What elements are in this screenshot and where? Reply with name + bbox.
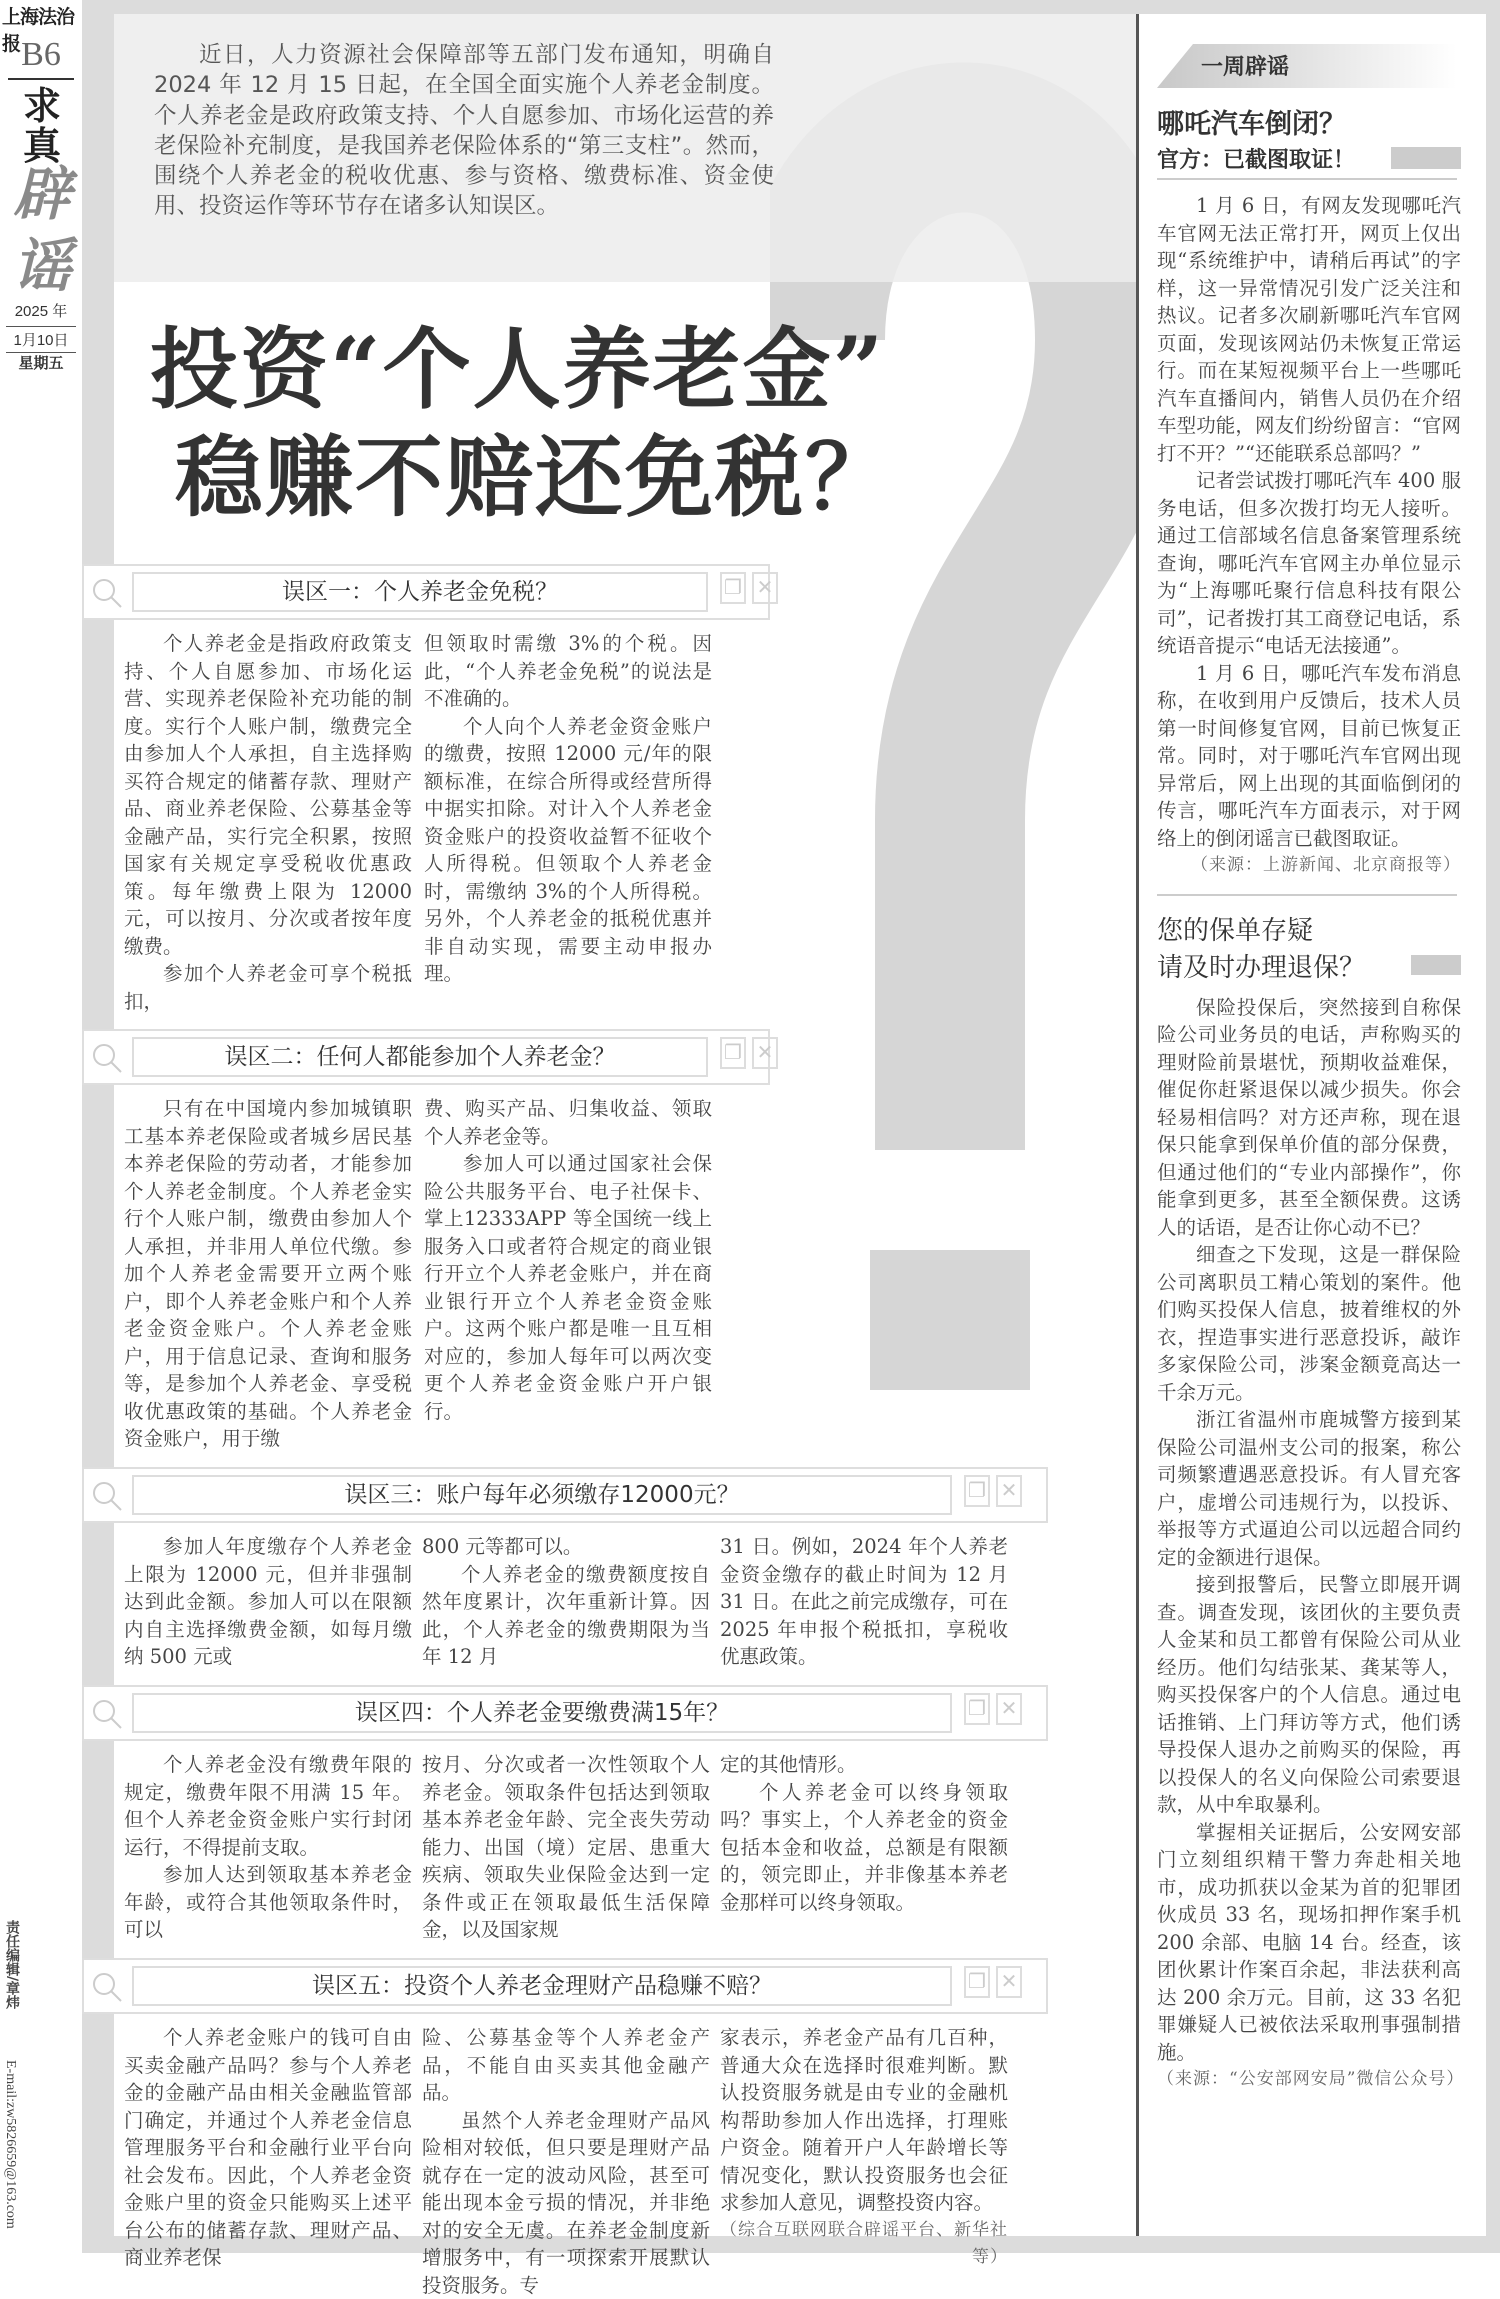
close-icon: ✕ xyxy=(996,1475,1022,1507)
divider xyxy=(1157,894,1457,896)
intro-text: 近日，人力资源社会保障部等五部门发布通知，明确自 2024 年 12 月 15 日起，在全国全面实施个人养老金制度。个人养老金是政府政策支持、个人自愿参加、市场化运营的养老保险补充制度，是我国养老保险体系的“第三支柱”。然而，围绕个人养老金的税收优惠、参与资格、缴费标准、资金使用、投资运作等环节存在诸多认知误区。 xyxy=(154,40,774,222)
paragraph: 接到报警后，民警立即展开调查。调查发现，该团伙的主要负责人金某和员工都曾有保险公司从业经历。他们勾结张某、龚某等人，购买投保客户的个人信息。通过电话推销、上门拜访等方式，他们诱导投保人退办之前购买的保险，再以投保人的名义向保险公司索要退款，从中牟取暴利。 xyxy=(1157,1571,1461,1819)
paragraph: 费、购买产品、归集收益、领取个人养老金等。 xyxy=(424,1095,712,1150)
search-icon xyxy=(90,1479,124,1513)
section-column xyxy=(424,630,712,988)
section-column xyxy=(422,1751,710,1944)
sidebar-header-label: 一周辟谣 xyxy=(1201,50,1289,81)
article1-subtitle: 官方：已截图取证！ xyxy=(1157,143,1461,174)
restore-icon: ❐ xyxy=(720,1037,746,1069)
section-column xyxy=(124,2024,412,2272)
restore-icon: ❐ xyxy=(964,1475,990,1507)
section-header xyxy=(82,1467,1048,1523)
issue-weekday: 星期五 xyxy=(6,352,76,373)
section-column xyxy=(124,1533,412,1671)
close-icon: ✕ xyxy=(996,1693,1022,1725)
restore-icon: ❐ xyxy=(964,1966,990,1998)
section-column xyxy=(720,1533,1008,1671)
paragraph: 按月、分次或者一次性领取个人养老金。领取条件包括达到领取基本养老金年龄、完全丧失劳动能力、出国（境）定居、患重大疾病、领取失业保险金达到一定条件或正在领取最低生活保障金，以及国家规 xyxy=(422,1751,710,1944)
divider xyxy=(1157,178,1457,180)
section-column xyxy=(720,1751,1008,1916)
paragraph: 800 元等都可以。 xyxy=(422,1533,710,1561)
headline-line2: 稳赚不赔还免税？ xyxy=(175,408,895,534)
paragraph: 保险投保后，突然接到自称保险公司业务员的电话，声称购买的理财险前景堪忧，预期收益难保，催促你赶紧退保以减少损失。你会轻易相信吗？对方还声称，现在退保只能拿到保单价值的部分保费，但通过他们的“专业内部操作”，你能拿到更多，甚至全额保费。这诱人的话语，是否让你心动不已？ xyxy=(1157,994,1461,1242)
paragraph: 个人养老金账户的钱可自由买卖金融产品吗？参与个人养老金的金融产品由相关金融监管部门确定，并通过个人养老金信息管理服务平台和金融行业平台向社会发布。因此，个人养老金资金账户里的资金只能购买上述平台公布的储蓄存款、理财产品、商业养老保 xyxy=(124,2024,412,2272)
paragraph: 参加人可以通过国家社会保险公共服务平台、电子社保卡、掌上12333APP 等全国统一线上服务入口或者符合规定的商业银行开立个人养老金账户，并在商业银行开立个人养老金资金账户。这两个账户都是唯一且互相对应的，参加人每年可以两次变更个人养老金资金账户开户银行。 xyxy=(424,1150,712,1425)
section-title: 误区四：个人养老金要缴费满15年？ xyxy=(132,1693,952,1733)
issue-year: 2025 年 xyxy=(6,300,76,321)
section-header xyxy=(82,564,770,620)
article1-title: 哪吒汽车倒闭？ xyxy=(1157,102,1486,141)
section-column xyxy=(424,1095,712,1425)
paragraph: 个人养老金是指政府政策支持、个人自愿参加、市场化运营、实现养老保险补充功能的制度。实行个人账户制，缴费完全由参加人个人承担，自主选择购买符合规定的储蓄存款、理财产品、商业养老保险、公募基金等金融产品，实行完全积累，按照国家有关规定享受税收优惠政策。每年缴费上限为 12000 元，可以按月、分次或者按年度缴费。 xyxy=(124,630,412,960)
frame-band-top xyxy=(82,0,1500,14)
article2-title-line2: 请及时办理退保？ xyxy=(1157,947,1461,984)
paragraph: 虽然个人养老金理财产品风险相对较低，但只要是理财产品就存在一定的波动风险，甚至可能出现本金亏损的情况，并非绝对的安全无虞。在养老金制度新增服务中，有一项探索开展默认投资服务。专 xyxy=(422,2107,710,2299)
sidebar-header xyxy=(1157,44,1437,88)
article1-body xyxy=(1157,192,1461,880)
column-name-top: 求真 xyxy=(14,86,70,166)
restore-icon: ❐ xyxy=(964,1693,990,1725)
paragraph: 参加个人养老金可享个税抵扣， xyxy=(124,960,412,1015)
paragraph: 31 日。例如，2024 年个人养老金资金缴存的截止时间为 12 月 31 日。在此之前完成缴存，可在 2025 年申报个税抵扣，享税收优惠政策。 xyxy=(720,1533,1008,1671)
paragraph: 1 月 6 日，哪吒汽车发布消息称，在收到用户反馈后，技术人员第一时间修复官网，目前已恢复正常。同时，对于哪吒汽车官网出现异常后，网上出现的其面临倒闭的传言，哪吒汽车方面表示，对于网络上的倒闭谣言已截图取证。 xyxy=(1157,660,1461,853)
paragraph: 参加人达到领取基本养老金年龄，或符合其他领取条件时，可以 xyxy=(124,1861,412,1944)
paragraph: 只有在中国境内参加城镇职工基本养老保险或者城乡居民基本养老保险的劳动者，才能参加个人养老金制度。个人养老金实行个人账户制，缴费由参加人个人承担，并非用人单位代缴。参加个人养老金需要开立两个账户，即个人养老金账户和个人养老金资金账户。个人养老金账户，用于信息记录、查询和服务等，是参加个人养老金、享受税收优惠政策的基础。个人养老金资金账户，用于缴 xyxy=(124,1095,412,1453)
paragraph: 记者尝试拨打哪吒汽车 400 服务电话，但多次拨打均无人接听。通过工信部域名信息备案管理系统查询，哪吒汽车官网主办单位显示为“上海哪吒聚行信息科技有限公司”，记者拨打其工商登记电话，系统语音提示“电话无法接通”。 xyxy=(1157,467,1461,660)
source-note: （来源：“公安部网安局”微信公众号） xyxy=(1157,2066,1461,2094)
section-title: 误区二：任何人都能参加个人养老金？ xyxy=(132,1037,708,1077)
paragraph: 但领取时需缴 3%的个税。因此，“个人养老金免税”的说法是不准确的。 xyxy=(424,630,712,713)
section-column xyxy=(124,630,412,1015)
weekly-rumor-sidebar xyxy=(1136,14,1486,2236)
section-column xyxy=(720,2024,1008,2272)
section-title: 误区三：账户每年必须缴存12000元？ xyxy=(132,1475,952,1515)
source-note: （综合互联网联合辟谣平台、新华社等） xyxy=(720,2217,1008,2272)
paragraph: 细查之下发现，这是一群保险公司离职员工精心策划的案件。他们购买投保人信息，披着维权的外衣，捏造事实进行恶意投诉，敲诈多家保险公司，涉案金额竟高达一千余万元。 xyxy=(1157,1241,1461,1406)
close-icon: ✕ xyxy=(996,1966,1022,1998)
close-icon: ✕ xyxy=(752,572,778,604)
section-title: 误区五：投资个人养老金理财产品稳赚不赔？ xyxy=(132,1966,952,2006)
search-icon xyxy=(90,576,124,610)
section-column xyxy=(124,1095,412,1453)
paragraph: 参加人年度缴存个人养老金上限为 12000 元，但并非强制达到此金额。参加人可以在限额内自主选择缴费金额，如每月缴纳 500 元或 xyxy=(124,1533,412,1671)
decorative-bar xyxy=(1411,955,1461,975)
section-header xyxy=(82,1029,770,1085)
section-column xyxy=(422,2024,710,2299)
paragraph: 掌握相关证据后，公安网安部门立刻组织精干警力奔赴相关地市，成功抓获以金某为首的犯罪团伙成员 33 名，现场扣押作案手机 200 余部、电脑 14 台。经查，该团伙累计作案百余起，非法获利高达 200 余万元。目前，这 33 名犯罪嫌疑人已被依法采取刑事强制措施。 xyxy=(1157,1819,1461,2067)
section-header xyxy=(82,1685,1048,1741)
editor-credit: 责任编辑/章炜 xyxy=(2,1920,22,2009)
paragraph: 险、公募基金等个人养老金产品，不能自由买卖其他金融产品。 xyxy=(422,2024,710,2107)
editor-email[interactable]: E-mail:zw5826659@163.com xyxy=(2,2060,18,2229)
close-icon: ✕ xyxy=(752,1037,778,1069)
paragraph: 个人养老金可以终身领取吗？事实上，个人养老金的资金包括本金和收益，总额是有限额的，领完即止，并非像基本养老金那样可以终身领取。 xyxy=(720,1779,1008,1917)
section-column xyxy=(422,1533,710,1671)
issue-date: 1月10日 xyxy=(6,326,76,353)
page-number: B6 xyxy=(8,36,74,80)
article2-body xyxy=(1157,994,1461,2094)
section-column xyxy=(124,1751,412,1944)
column-name-bottom: 辟谣 xyxy=(10,158,74,302)
search-icon xyxy=(90,1970,124,2004)
paragraph: 个人养老金的缴费额度按自然年度累计，次年重新计算。因此，个人养老金的缴费期限为当年 12 月 xyxy=(422,1561,710,1671)
intro-box xyxy=(114,14,1136,282)
paragraph: 定的其他情形。 xyxy=(720,1751,1008,1779)
section-title: 误区一：个人养老金免税？ xyxy=(132,572,708,612)
source-note: （来源：上游新闻、北京商报等） xyxy=(1157,852,1461,880)
decorative-bar xyxy=(1391,147,1461,169)
paper-logo: 上海法治报 xyxy=(2,2,82,56)
paragraph: 家表示，养老金产品有几百种，普通大众在选择时很难判断。默认投资服务就是由专业的金融机构帮助参加人作出选择，打理账户资金。随着开户人年龄增长等情况变化，默认投资服务也会征求参加人意见，调整投资内容。 xyxy=(720,2024,1008,2217)
paragraph: 1 月 6 日，有网友发现哪吒汽车官网无法正常打开，网页上仅出现“系统维护中，请稍后再试”的字样，这一异常情况引发广泛关注和热议。记者多次刷新哪吒汽车官网页面，发现该网站仍未恢复正常运行。而在某短视频平台上一些哪吒汽车直播间内，销售人员仍在介绍车型功能，网友们纷纷留言：“官网打不开？”“还能联系总部吗？” xyxy=(1157,192,1461,467)
frame-band-right xyxy=(1486,0,1500,2253)
paragraph: 浙江省温州市鹿城警方接到某保险公司温州支公司的报案，称公司频繁遭遇恶意投诉。有人冒充客户，虚增公司违规行为，以投诉、举报等方式逼迫公司以远超合同约定的金额进行退保。 xyxy=(1157,1406,1461,1571)
article2-title-line1: 您的保单存疑 xyxy=(1157,910,1486,947)
restore-icon: ❐ xyxy=(720,572,746,604)
headline-line1: 投资“个人养老金” xyxy=(150,300,885,426)
paragraph: 个人养老金没有缴费年限的规定，缴费年限不用满 15 年。但个人养老金资金账户实行封闭运行，不得提前支取。 xyxy=(124,1751,412,1861)
search-icon xyxy=(90,1697,124,1731)
section-header xyxy=(82,1958,1048,2014)
frame-band xyxy=(82,0,114,2253)
search-icon xyxy=(90,1041,124,1075)
paragraph: 个人向个人养老金资金账户的缴费，按照 12000 元/年的限额标准，在综合所得或经营所得中据实扣除。对计入个人养老金资金账户的投资收益暂不征收个人所得税。但领取个人养老金时，需缴纳 3%的个人所得税。另外，个人养老金的抵税优惠并非自动实现，需要主动申报办理。 xyxy=(424,713,712,988)
